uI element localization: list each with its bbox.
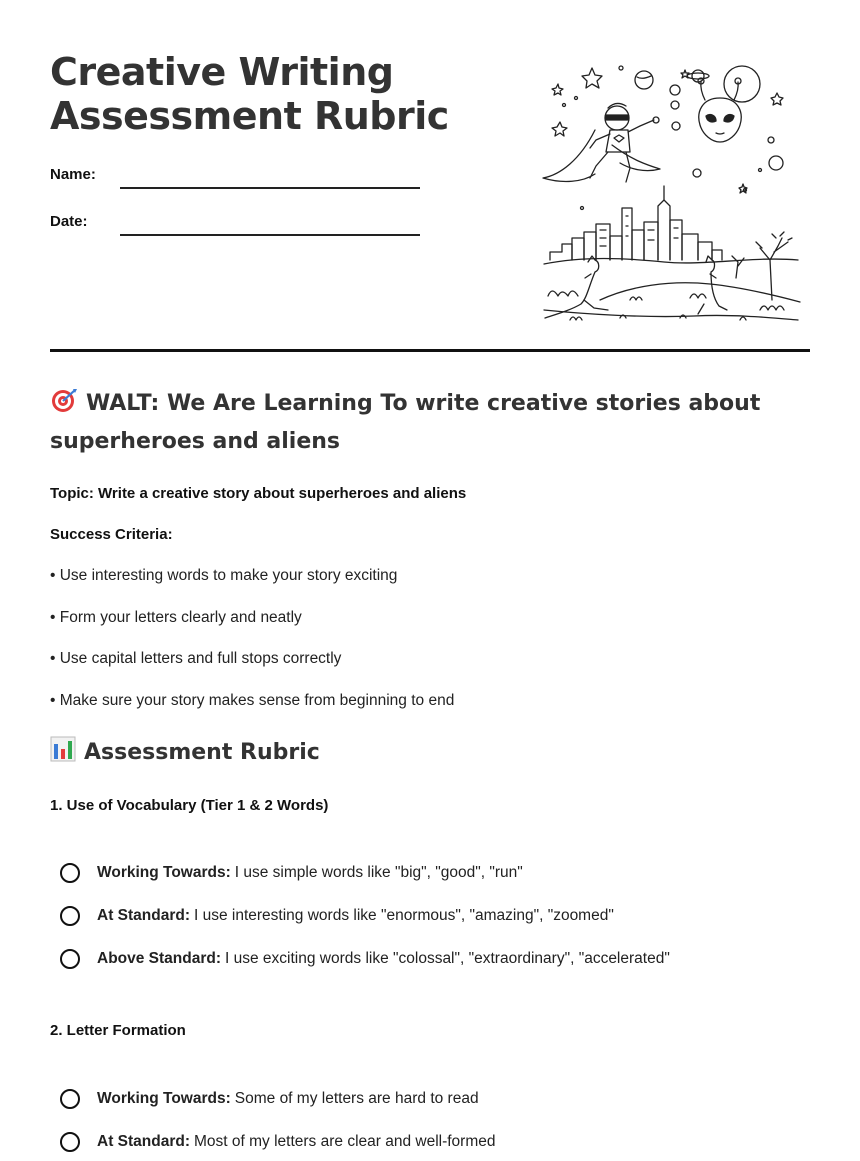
- page-title: [50, 50, 449, 138]
- radio-button[interactable]: [60, 1089, 80, 1109]
- date-label: Date:: [50, 213, 88, 230]
- star-icon: [552, 68, 783, 193]
- radio-button[interactable]: [60, 906, 80, 926]
- section-title-vocabulary: 1. Use of Vocabulary (Tier 1 & 2 Words): [50, 797, 329, 814]
- letters-option-at-standard[interactable]: [60, 1129, 496, 1155]
- level-label: At Standard:: [97, 1133, 190, 1150]
- vocabulary-option-working-towards[interactable]: [60, 860, 523, 886]
- topic-text: Topic: Write a creative story about superheroes and aliens: [50, 485, 467, 502]
- kangaroo-icon: [545, 256, 727, 318]
- bar-chart-icon: [50, 736, 76, 762]
- option-text: Most of my letters are clear and well-formed: [194, 1133, 496, 1150]
- option-text: Some of my letters are hard to read: [234, 1090, 479, 1107]
- city-skyline-icon: [550, 186, 722, 260]
- option-text: I use exciting words like "colossal", "extraordinary", "accelerated": [225, 950, 670, 967]
- success-criteria-heading: Success Criteria:: [50, 526, 173, 543]
- vocabulary-option-at-standard[interactable]: [60, 903, 614, 929]
- tree-icon: [732, 232, 792, 300]
- section-title-letter-formation: 2. Letter Formation: [50, 1022, 186, 1039]
- name-label: Name:: [50, 166, 96, 183]
- level-label: Working Towards:: [97, 864, 231, 881]
- title-line-2: Assessment Rubric: [50, 94, 449, 138]
- walt-line-2: superheroes and aliens: [50, 429, 341, 454]
- criteria-item: • Use capital letters and full stops correctly: [50, 650, 342, 667]
- rubric-heading-text: Assessment Rubric: [84, 740, 320, 765]
- radio-button[interactable]: [60, 949, 80, 969]
- target-dart-icon: [50, 387, 78, 413]
- vocabulary-option-above-standard[interactable]: [60, 946, 670, 972]
- name-field[interactable]: [120, 187, 420, 189]
- moon-icon: [724, 66, 760, 102]
- letters-option-working-towards[interactable]: [60, 1086, 479, 1112]
- criteria-item: • Form your letters clearly and neatly: [50, 609, 302, 626]
- superhero-icon: [543, 103, 660, 182]
- rubric-heading: [50, 734, 320, 772]
- radio-button[interactable]: [60, 863, 80, 883]
- option-text: I use interesting words like "enormous", "amazing", "zoomed": [194, 907, 614, 924]
- title-line-1: Creative Writing: [50, 50, 394, 94]
- option-text: I use simple words like "big", "good", "run": [234, 864, 523, 881]
- level-label: Working Towards:: [97, 1090, 231, 1107]
- walt-heading: [50, 385, 760, 461]
- criteria-item: • Use interesting words to make your story exciting: [50, 567, 398, 584]
- walt-line-1: WALT: We Are Learning To write creative stories about: [86, 391, 761, 416]
- level-label: Above Standard:: [97, 950, 222, 967]
- level-label: At Standard:: [97, 907, 190, 924]
- superhero-alien-city-illustration: [540, 60, 802, 324]
- alien-icon: [698, 78, 741, 142]
- header-divider: [50, 349, 810, 352]
- radio-button[interactable]: [60, 1132, 80, 1152]
- criteria-item: • Make sure your story makes sense from beginning to end: [50, 692, 455, 709]
- date-field[interactable]: [120, 234, 420, 236]
